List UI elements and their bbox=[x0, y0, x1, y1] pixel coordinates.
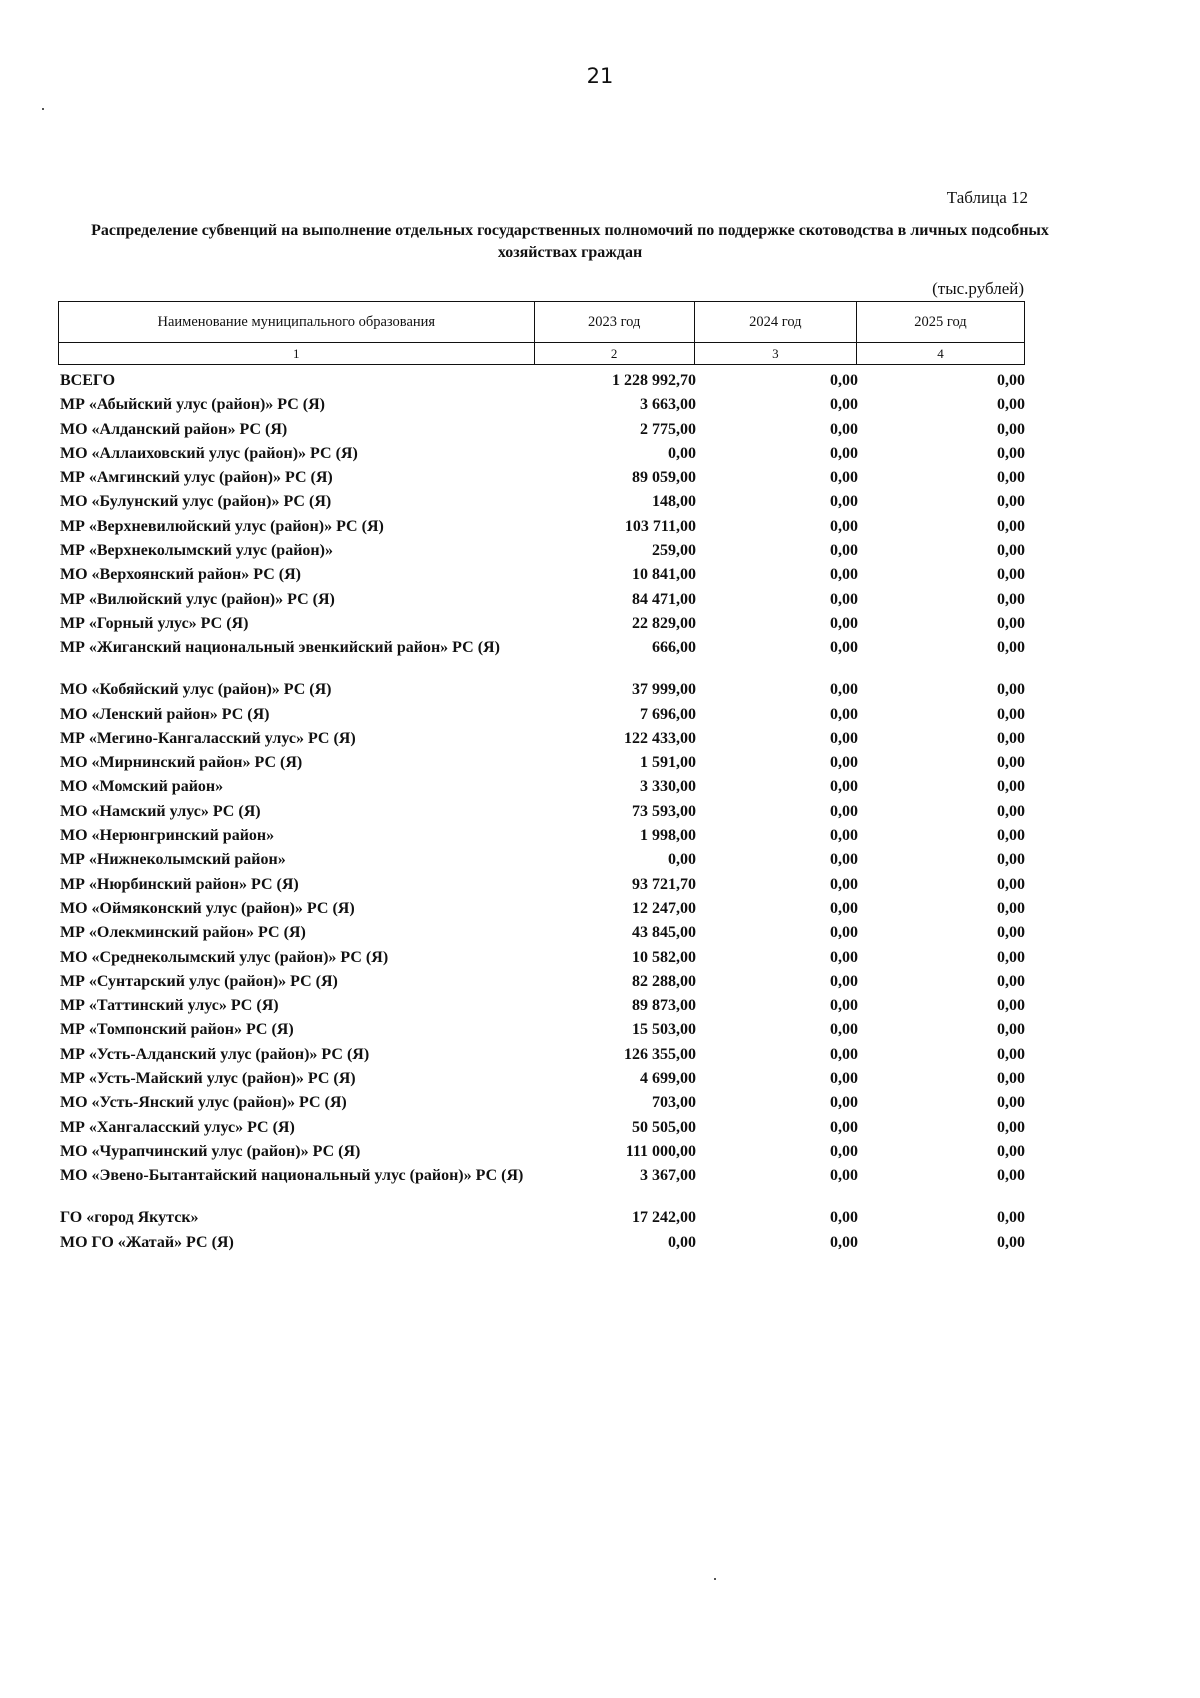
municipality-name: МР «Хангаласский улус» РС (Я) bbox=[60, 1118, 295, 1136]
value-2024: 0,00 bbox=[830, 396, 858, 414]
value-2023: 4 699,00 bbox=[640, 1070, 696, 1088]
municipality-name: МР «Верхнеколымский улус (район)» bbox=[60, 542, 333, 560]
value-2023: 84 471,00 bbox=[632, 590, 696, 608]
value-2025: 0,00 bbox=[997, 1233, 1025, 1251]
value-2023: 111 000,00 bbox=[625, 1142, 696, 1160]
table-row bbox=[58, 1067, 1025, 1091]
municipality-name: МО «Эвено-Бытантайский национальный улус (район)» РС (Я) bbox=[60, 1167, 524, 1185]
value-2025: 0,00 bbox=[997, 420, 1025, 438]
table-row bbox=[58, 1116, 1025, 1140]
value-2023: 1 591,00 bbox=[640, 754, 696, 772]
municipality-name: МР «Сунтарский улус (район)» РС (Я) bbox=[60, 972, 338, 990]
value-2025: 0,00 bbox=[997, 972, 1025, 990]
value-2024: 0,00 bbox=[830, 372, 858, 389]
municipality-name: МО «Среднеколымский улус (район)» РС (Я) bbox=[60, 948, 389, 966]
municipality-name: МР «Нюрбинский район» РС (Я) bbox=[60, 875, 299, 893]
value-2025: 0,00 bbox=[997, 1142, 1025, 1160]
value-2024: 0,00 bbox=[830, 997, 858, 1015]
table-row bbox=[58, 1043, 1025, 1067]
table-row bbox=[58, 873, 1025, 897]
value-2023: 15 503,00 bbox=[632, 1021, 696, 1039]
value-2024: 0,00 bbox=[830, 948, 858, 966]
value-2023: 1 998,00 bbox=[640, 827, 696, 845]
column-number: 1 bbox=[59, 343, 535, 365]
table-row bbox=[58, 418, 1025, 442]
value-2025: 0,00 bbox=[997, 729, 1025, 747]
value-2023: 10 841,00 bbox=[632, 566, 696, 584]
header-row bbox=[59, 302, 1025, 343]
value-2023: 3 367,00 bbox=[640, 1167, 696, 1185]
table-row bbox=[58, 1091, 1025, 1115]
value-2024: 0,00 bbox=[830, 420, 858, 438]
value-2025: 0,00 bbox=[997, 639, 1025, 657]
table-row bbox=[58, 994, 1025, 1018]
value-2025: 0,00 bbox=[997, 705, 1025, 723]
municipality-name: МО «Чурапчинский улус (район)» РС (Я) bbox=[60, 1142, 361, 1160]
value-2024: 0,00 bbox=[830, 924, 858, 942]
value-2023: 103 711,00 bbox=[624, 517, 696, 535]
municipality-name: МО «Намский улус» РС (Я) bbox=[60, 802, 261, 820]
value-2024: 0,00 bbox=[830, 1045, 858, 1063]
table-row bbox=[58, 970, 1025, 994]
table-row bbox=[58, 466, 1025, 490]
table-row bbox=[58, 539, 1025, 563]
table-row bbox=[58, 897, 1025, 921]
value-2023: 666,00 bbox=[652, 639, 696, 657]
value-2023: 12 247,00 bbox=[632, 899, 696, 917]
value-2025: 0,00 bbox=[997, 444, 1025, 462]
municipality-name: МР «Усть-Алданский улус (район)» РС (Я) bbox=[60, 1045, 370, 1063]
table-label: Таблица 12 bbox=[946, 188, 1028, 207]
value-2025: 0,00 bbox=[997, 493, 1025, 511]
value-2023: 126 355,00 bbox=[624, 1045, 696, 1063]
table-header bbox=[58, 301, 1025, 365]
value-2024: 0,00 bbox=[830, 778, 858, 796]
value-2024: 0,00 bbox=[830, 729, 858, 747]
value-2024: 0,00 bbox=[830, 1118, 858, 1136]
table-row bbox=[58, 824, 1025, 848]
value-2025: 0,00 bbox=[997, 517, 1025, 535]
municipality-name: МО «Усть-Янский улус (район)» РС (Я) bbox=[60, 1094, 347, 1112]
value-2023: 2 775,00 bbox=[640, 420, 696, 438]
value-2024: 0,00 bbox=[830, 705, 858, 723]
value-2024: 0,00 bbox=[830, 566, 858, 584]
value-2024: 0,00 bbox=[830, 1209, 858, 1227]
value-2025: 0,00 bbox=[997, 997, 1025, 1015]
value-2025: 0,00 bbox=[997, 681, 1025, 699]
value-2024: 0,00 bbox=[830, 542, 858, 560]
table-row bbox=[58, 703, 1025, 727]
municipality-name: МО ГО «Жатай» РС (Я) bbox=[60, 1233, 234, 1251]
value-2023: 22 829,00 bbox=[632, 614, 696, 632]
column-number: 2 bbox=[534, 343, 694, 365]
value-2024: 0,00 bbox=[830, 827, 858, 845]
municipality-name: МР «Мегино-Кангаласский улус» РС (Я) bbox=[60, 729, 356, 747]
value-2024: 0,00 bbox=[830, 802, 858, 820]
municipality-name: МР «Амгинский улус (район)» РС (Я) bbox=[60, 469, 333, 487]
municipality-name: МР «Вилюйский улус (район)» РС (Я) bbox=[60, 590, 335, 608]
value-2023: 3 330,00 bbox=[640, 778, 696, 796]
column-number-row bbox=[59, 343, 1025, 365]
value-2025: 0,00 bbox=[997, 778, 1025, 796]
municipality-name: МО «Аллаиховский улус (район)» РС (Я) bbox=[60, 444, 358, 462]
value-2025: 0,00 bbox=[997, 590, 1025, 608]
value-2024: 0,00 bbox=[830, 1094, 858, 1112]
value-2024: 0,00 bbox=[830, 1142, 858, 1160]
municipality-name: МО «Булунский улус (район)» РС (Я) bbox=[60, 493, 332, 511]
scan-speck bbox=[714, 1578, 716, 1580]
municipality-name: ГО «город Якутск» bbox=[60, 1209, 199, 1227]
table-row bbox=[58, 1231, 1025, 1255]
header-2025: 2025 год bbox=[856, 302, 1024, 343]
municipality-name: МР «Олекминский район» РС (Я) bbox=[60, 924, 306, 942]
table-row bbox=[58, 946, 1025, 970]
value-2025: 0,00 bbox=[997, 1118, 1025, 1136]
value-2023: 3 663,00 bbox=[640, 396, 696, 414]
municipality-name: МР «Горный улус» РС (Я) bbox=[60, 614, 249, 632]
header-name: Наименование муниципального образования bbox=[59, 302, 535, 343]
municipality-name: МО «Ленский район» РС (Я) bbox=[60, 705, 270, 723]
value-2024: 0,00 bbox=[830, 639, 858, 657]
table-row bbox=[58, 588, 1025, 612]
value-2024: 0,00 bbox=[830, 851, 858, 869]
table-row bbox=[58, 848, 1025, 872]
table-row bbox=[58, 1018, 1025, 1042]
municipality-name: МР «Абыйский улус (район)» РС (Я) bbox=[60, 396, 325, 414]
table-row bbox=[58, 921, 1025, 945]
value-2023: 37 999,00 bbox=[632, 681, 696, 699]
table-row bbox=[58, 751, 1025, 775]
table-row bbox=[58, 775, 1025, 799]
municipality-name: МО «Алданский район» РС (Я) bbox=[60, 420, 288, 438]
value-2025: 0,00 bbox=[997, 899, 1025, 917]
municipality-name: МО «Нерюнгринский район» bbox=[60, 827, 275, 845]
value-2023: 148,00 bbox=[652, 493, 696, 511]
units-label: (тыс.рублей) bbox=[932, 279, 1024, 298]
municipality-name: МО «Мирнинский район» РС (Я) bbox=[60, 754, 303, 772]
value-2024: 0,00 bbox=[830, 899, 858, 917]
table-row bbox=[58, 636, 1025, 678]
value-2024: 0,00 bbox=[830, 754, 858, 772]
table-row bbox=[58, 1140, 1025, 1164]
value-2024: 0,00 bbox=[830, 1021, 858, 1039]
value-2024: 0,00 bbox=[830, 681, 858, 699]
table-row bbox=[58, 369, 1025, 393]
table-row bbox=[58, 490, 1025, 514]
table-row bbox=[58, 678, 1025, 702]
value-2024: 0,00 bbox=[830, 614, 858, 632]
value-2023: 7 696,00 bbox=[640, 705, 696, 723]
value-2023: 17 242,00 bbox=[632, 1209, 696, 1227]
municipality-name: МР «Верхневилюйский улус (район)» РС (Я) bbox=[60, 517, 384, 535]
table-row bbox=[58, 515, 1025, 539]
table-row bbox=[58, 563, 1025, 587]
value-2025: 0,00 bbox=[997, 948, 1025, 966]
value-2023: 0,00 bbox=[668, 1233, 696, 1251]
value-2023: 73 593,00 bbox=[632, 802, 696, 820]
value-2023: 43 845,00 bbox=[632, 924, 696, 942]
table-row bbox=[58, 393, 1025, 417]
value-2025: 0,00 bbox=[997, 1209, 1025, 1227]
value-2023: 89 873,00 bbox=[632, 997, 696, 1015]
municipality-name: МО «Верхоянский район» РС (Я) bbox=[60, 566, 302, 584]
table-row bbox=[58, 1164, 1025, 1206]
table-row bbox=[58, 727, 1025, 751]
value-2025: 0,00 bbox=[997, 1021, 1025, 1039]
value-2023: 10 582,00 bbox=[632, 948, 696, 966]
value-2023: 50 505,00 bbox=[632, 1118, 696, 1136]
value-2025: 0,00 bbox=[997, 1167, 1025, 1185]
value-2023: 82 288,00 bbox=[632, 972, 696, 990]
column-number: 3 bbox=[694, 343, 856, 365]
value-2025: 0,00 bbox=[997, 1094, 1025, 1112]
value-2025: 0,00 bbox=[997, 372, 1025, 389]
value-2024: 0,00 bbox=[830, 972, 858, 990]
value-2023: 259,00 bbox=[652, 542, 696, 560]
table-row bbox=[58, 800, 1025, 824]
municipality-name: МО «Оймяконский улус (район)» РС (Я) bbox=[60, 899, 355, 917]
value-2025: 0,00 bbox=[997, 754, 1025, 772]
municipality-name: МР «Жиганский национальный эвенкийский район» РС (Я) bbox=[60, 639, 500, 657]
value-2024: 0,00 bbox=[830, 444, 858, 462]
table-row bbox=[58, 1206, 1025, 1230]
value-2025: 0,00 bbox=[997, 1070, 1025, 1088]
value-2025: 0,00 bbox=[997, 851, 1025, 869]
municipality-name: МО «Кобяйский улус (район)» РС (Я) bbox=[60, 681, 332, 699]
value-2024: 0,00 bbox=[830, 1167, 858, 1185]
value-2025: 0,00 bbox=[997, 396, 1025, 414]
value-2023: 0,00 bbox=[668, 444, 696, 462]
table-body bbox=[58, 369, 1025, 1255]
value-2024: 0,00 bbox=[830, 469, 858, 487]
value-2025: 0,00 bbox=[997, 924, 1025, 942]
header-2024: 2024 год bbox=[694, 302, 856, 343]
table-row bbox=[58, 612, 1025, 636]
value-2025: 0,00 bbox=[997, 827, 1025, 845]
header-2023: 2023 год bbox=[534, 302, 694, 343]
value-2025: 0,00 bbox=[997, 542, 1025, 560]
value-2024: 0,00 bbox=[830, 875, 858, 893]
value-2024: 0,00 bbox=[830, 517, 858, 535]
value-2023: 93 721,70 bbox=[632, 875, 696, 893]
value-2025: 0,00 bbox=[997, 1045, 1025, 1063]
municipality-name: МР «Усть-Майский улус (район)» РС (Я) bbox=[60, 1070, 356, 1088]
value-2025: 0,00 bbox=[997, 566, 1025, 584]
municipality-name: МР «Нижнеколымский район» bbox=[60, 851, 286, 869]
column-number: 4 bbox=[856, 343, 1024, 365]
value-2024: 0,00 bbox=[830, 1070, 858, 1088]
municipality-name: МР «Томпонский район» РС (Я) bbox=[60, 1021, 294, 1039]
value-2025: 0,00 bbox=[997, 875, 1025, 893]
document-title: Распределение субвенций на выполнение отдельных государственных полномочий по поддержке скотоводства в личных подсобных хозяйствах граждан bbox=[91, 222, 1049, 261]
value-2023: 703,00 bbox=[652, 1094, 696, 1112]
value-2024: 0,00 bbox=[830, 1233, 858, 1251]
value-2025: 0,00 bbox=[997, 614, 1025, 632]
page-number: 21 bbox=[586, 64, 614, 88]
value-2023: 1 228 992,70 bbox=[612, 372, 696, 389]
municipality-name: МР «Таттинский улус» РС (Я) bbox=[60, 997, 279, 1015]
value-2023: 122 433,00 bbox=[624, 729, 696, 747]
value-2024: 0,00 bbox=[830, 590, 858, 608]
scan-speck bbox=[42, 108, 44, 110]
value-2024: 0,00 bbox=[830, 493, 858, 511]
table-row bbox=[58, 442, 1025, 466]
value-2025: 0,00 bbox=[997, 802, 1025, 820]
municipality-name: ВСЕГО bbox=[60, 372, 116, 389]
value-2023: 89 059,00 bbox=[632, 469, 696, 487]
municipality-name: МО «Момский район» bbox=[60, 778, 224, 796]
value-2025: 0,00 bbox=[997, 469, 1025, 487]
value-2023: 0,00 bbox=[668, 851, 696, 869]
